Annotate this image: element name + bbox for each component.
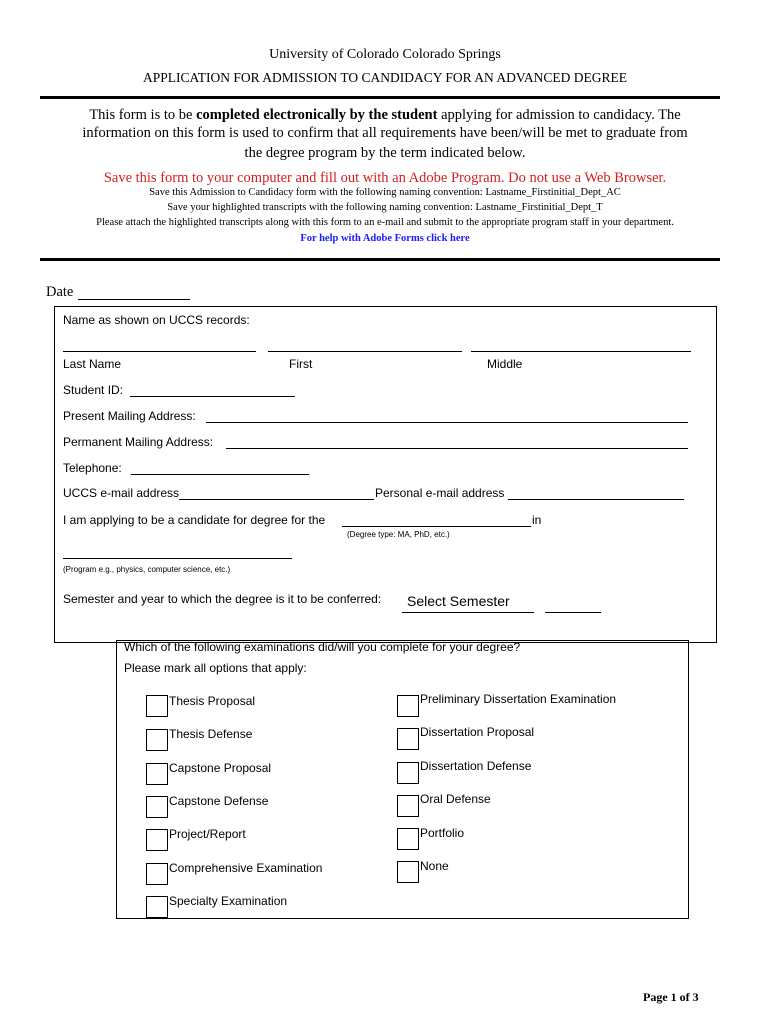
- personal-email-label: Personal e-mail address: [375, 486, 505, 500]
- present-address-label: Present Mailing Address:: [63, 409, 196, 423]
- middle-name-input[interactable]: [471, 351, 691, 352]
- semester-label: Semester and year to which the degree is it to be conferred:: [63, 592, 382, 606]
- exam-instruction: Please mark all options that apply:: [124, 661, 307, 675]
- degree-in-label: in: [532, 513, 542, 527]
- dissertation-proposal-checkbox[interactable]: [397, 728, 419, 750]
- first-name-label: First: [289, 357, 313, 371]
- student-id-input[interactable]: [130, 396, 295, 397]
- degree-type-hint: (Degree type: MA, PhD, etc.): [347, 530, 450, 539]
- student-id-label: Student ID:: [63, 383, 124, 397]
- intro-line-1-pre: This form is to be: [89, 107, 197, 123]
- date-label: Date: [46, 284, 74, 300]
- program-input[interactable]: [63, 558, 292, 559]
- last-name-input[interactable]: [63, 351, 256, 352]
- thesis-proposal-label: Thesis Proposal: [169, 694, 256, 708]
- adobe-help-link[interactable]: For help with Adobe Forms click here: [300, 233, 470, 244]
- dissertation-defense-checkbox[interactable]: [397, 762, 419, 784]
- capstone-defense-label: Capstone Defense: [169, 794, 269, 808]
- intro-line-2: information on this form is used to confirm that all requirements have been/will be met to graduate from: [82, 125, 688, 141]
- intro-line-3: the degree program by the term indicated below.: [244, 145, 526, 161]
- uccs-email-label: UCCS e-mail address: [63, 486, 180, 500]
- dissertation-defense-label: Dissertation Defense: [420, 759, 532, 773]
- header-rule: [40, 96, 720, 99]
- thesis-proposal-checkbox[interactable]: [146, 695, 168, 717]
- form-title: APPLICATION FOR ADMISSION TO CANDIDACY FOR AN ADVANCED DEGREE: [142, 70, 628, 85]
- attach-instructions: Please attach the highlighted transcripts along with this form to an e-mail and submit to the appropriate program staff in your department.: [96, 217, 674, 228]
- exam-question: Which of the following examinations did/will you complete for your degree?: [124, 640, 521, 654]
- intro-line-1: [0, 107, 770, 124]
- intro-line-1-bold: completed electronically by the student: [196, 107, 438, 123]
- intro-line-1-post: applying for admission to candidacy. The: [437, 107, 681, 123]
- degree-label: I am applying to be a candidate for degree for the: [63, 513, 326, 527]
- specialty-exam-label: Specialty Examination: [169, 894, 288, 908]
- university-name: University of Colorado Colorado Springs: [269, 47, 501, 62]
- none-label: None: [420, 859, 449, 873]
- project-report-checkbox[interactable]: [146, 829, 168, 851]
- portfolio-label: Portfolio: [420, 826, 465, 840]
- oral-defense-checkbox[interactable]: [397, 795, 419, 817]
- name-label: Name as shown on UCCS records:: [63, 313, 250, 327]
- thesis-defense-checkbox[interactable]: [146, 729, 168, 751]
- capstone-defense-checkbox[interactable]: [146, 796, 168, 818]
- present-address-input[interactable]: [206, 422, 688, 423]
- naming-ac: Save this Admission to Candidacy form with the following naming convention: Lastname_Firstinitial_Dept_AC: [149, 187, 621, 198]
- middle-name-label: Middle: [487, 357, 523, 371]
- comprehensive-exam-label: Comprehensive Examination: [169, 861, 323, 875]
- year-input[interactable]: [545, 612, 601, 613]
- date-input[interactable]: [78, 299, 190, 300]
- last-name-label: Last Name: [63, 357, 122, 371]
- degree-type-input[interactable]: [342, 526, 531, 527]
- thesis-defense-label: Thesis Defense: [169, 727, 253, 741]
- specialty-exam-checkbox[interactable]: [146, 896, 168, 918]
- naming-t: Save your highlighted transcripts with the following naming convention: Lastname_Firstinitial_Dept_T: [167, 202, 603, 213]
- semester-select[interactable]: Select Semester: [407, 593, 510, 609]
- semester-underline: [402, 612, 534, 613]
- oral-defense-label: Oral Defense: [420, 792, 491, 806]
- telephone-input[interactable]: [131, 474, 309, 475]
- intro-rule: [40, 258, 720, 261]
- uccs-email-input[interactable]: [179, 499, 374, 500]
- page-number: Page 1 of 3: [643, 990, 699, 1004]
- preliminary-dissertation-exam-label: Preliminary Dissertation Examination: [420, 692, 617, 706]
- personal-email-input[interactable]: [508, 499, 684, 500]
- none-checkbox[interactable]: [397, 861, 419, 883]
- capstone-proposal-label: Capstone Proposal: [169, 761, 272, 775]
- program-hint: (Program e.g., physics, computer science, etc.): [63, 565, 231, 574]
- portfolio-checkbox[interactable]: [397, 828, 419, 850]
- preliminary-dissertation-exam-checkbox[interactable]: [397, 695, 419, 717]
- capstone-proposal-checkbox[interactable]: [146, 763, 168, 785]
- comprehensive-exam-checkbox[interactable]: [146, 863, 168, 885]
- first-name-input[interactable]: [268, 351, 462, 352]
- dissertation-proposal-label: Dissertation Proposal: [420, 725, 535, 739]
- project-report-label: Project/Report: [169, 827, 246, 841]
- permanent-address-label: Permanent Mailing Address:: [63, 435, 214, 449]
- browser-warning: Save this form to your computer and fill out with an Adobe Program. Do not use a Web Browser.: [103, 170, 667, 186]
- telephone-label: Telephone:: [63, 461, 122, 475]
- permanent-address-input[interactable]: [226, 448, 688, 449]
